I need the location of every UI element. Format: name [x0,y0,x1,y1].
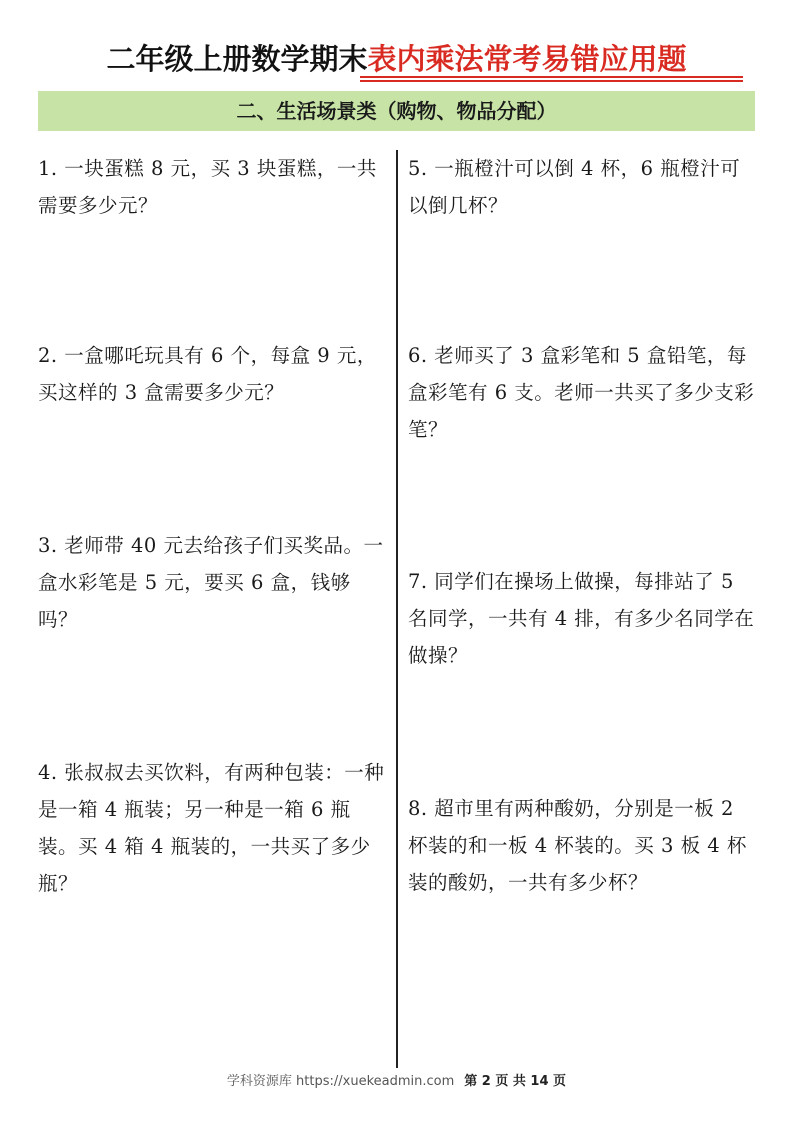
question-5: 5. 一瓶橙汁可以倒 4 杯，6 瓶橙汁可以倒几杯？ [408,157,741,217]
title-double-underline-bottom [360,80,743,82]
question-8: 8. 超市里有两种酸奶，分别是一板 2 杯装的和一板 4 杯装的。买 3 板 4 杯装的酸奶，一共有多少杯？ [408,797,747,894]
column-divider [396,150,398,1068]
section-heading: 二、生活场景类（购物、物品分配） [38,91,755,131]
page-footer [0,1070,793,1094]
title-black-part: 二年级上册数学期末 [106,42,368,76]
question-3: 3. 老师带 40 元去给孩子们买奖品。一盒水彩笔是 5 元，要买 6 盒，钱够吗？ [38,534,384,631]
question-7: 7. 同学们在操场上做操，每排站了 5 名同学，一共有 4 排，有多少名同学在做操？ [408,570,755,667]
question-2: 2. 一盒哪吒玩具有 6 个，每盒 9 元，买这样的 3 盒需要多少元？ [38,344,377,404]
title-double-underline-top [360,76,743,78]
title-red-part: 表内乘法常考易错应用题 [367,42,687,76]
question-1: 1. 一块蛋糕 8 元，买 3 块蛋糕，一共需要多少元？ [38,157,377,217]
question-4: 4. 张叔叔去买饮料，有两种包装：一种是一箱 4 瓶装；另一种是一箱 6 瓶装。买 4 箱 4 瓶装的，一共买了多少瓶？ [38,761,385,895]
page-number: 第 2 页 共 14 页 [464,1074,567,1089]
footer-watermark: 学科资源库 https://xuekeadmin.com [226,1074,455,1089]
question-6: 6. 老师买了 3 盒彩笔和 5 盒铅笔，每盒彩笔有 6 支。老师一共买了多少支彩笔？ [408,344,755,441]
